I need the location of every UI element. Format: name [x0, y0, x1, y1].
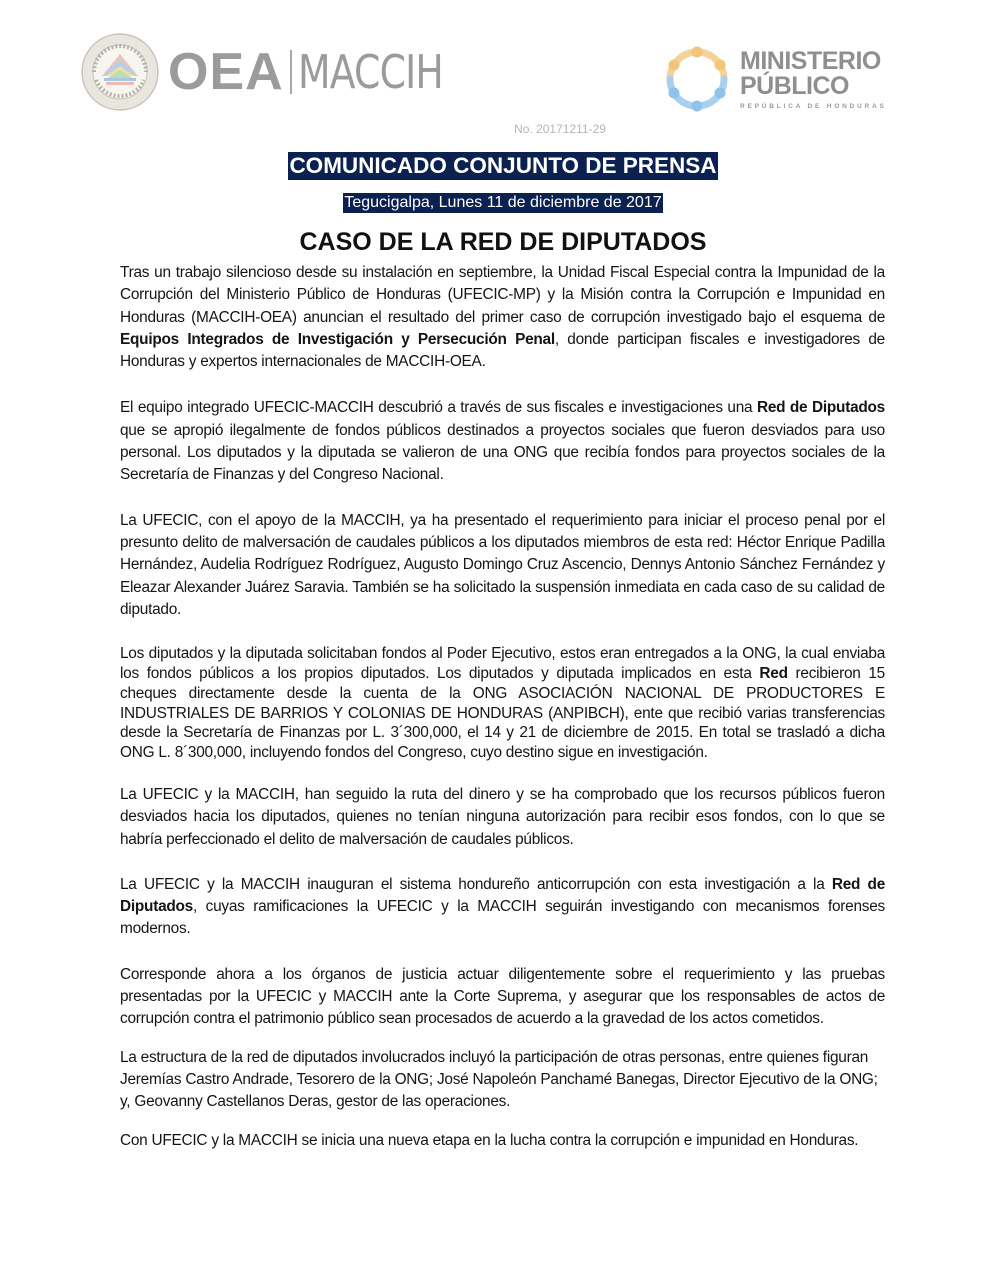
people-circle-icon	[660, 42, 734, 116]
paragraph-justicia: Corresponde ahora a los órganos de justicia actuar diligentemente sobre el requerimiento y las pruebas presentadas por la UFECIC y MACCIH ante la Corte Suprema, y asegurar que los responsables de actos de corrupción contra el patrimonio público sean procesados de acuerdo a la gravedad de los actos cometidos.	[120, 965, 885, 1028]
paragraph-conclusion: Con UFECIC y la MACCIH se inicia una nueva etapa en la lucha contra la corrupción e impunidad en Honduras.	[120, 1131, 859, 1149]
date-banner	[0, 194, 1006, 212]
maccih-wordmark: MACCIH	[297, 45, 443, 99]
oea-maccih-logo	[80, 32, 474, 112]
oea-wordmark: OEA	[168, 43, 284, 101]
paragraph-requerimiento: La UFECIC, con el apoyo de la MACCIH, ya ha presentado el requerimiento para iniciar el proceso penal por el presunto delito de malversación de caudales públicos a los diputados miembros de esta red: Héctor Enrique Padilla Hernández, Audelia Rodríguez Rodríguez, Augusto Domingo Cruz Ascencio, Dennys Antonio Sánchez Fernández y Eleazar Alexander Juárez Saravia. También se ha solicitado la suspensión inmediata en cada caso de su calidad de diputado.	[120, 511, 885, 618]
oea-seal-icon	[80, 32, 160, 112]
case-title: CASO DE LA RED DE DIPUTADOS	[299, 228, 707, 256]
page-header	[0, 0, 1006, 120]
document-body	[120, 262, 885, 1152]
press-release-date: Tegucigalpa, Lunes 11 de diciembre de 2017	[344, 194, 662, 211]
paragraph-intro: Tras un trabajo silencioso desde su instalación en septiembre, la Unidad Fiscal Especial contra la Impunidad de la Corrupción del Ministerio Público de Honduras (UFECIC-MP) y la Misión contra la Corrupción e Impunidad en Honduras (MACCIH-OEA) anuncian el resultado del primer caso de corrupción investigado bajo el esquema de Equipos Integrados de Investigación y Persecución Penal, donde participan fiscales e investigadores de Honduras y expertos internacionales de MACCIH-OEA.	[120, 264, 885, 371]
mp-line-publico: PÚBLICO	[740, 71, 849, 100]
paragraph-fondos: Los diputados y la diputada solicitaban fondos al Poder Ejecutivo, estos eran entregados a la ONG, la cual enviaba los fondos públicos a los propios diputados. Los diputados y diputada implicados en esta Red recibieron 15 cheques directamente desde la cuenta de la ONG ASOCIACIÓN NACIONAL DE PRODUCTORES E INDUSTRIALES DE BARRIOS Y COLONIAS DE HONDURAS (ANPIBCH), ente que recibió varias transferencias desde la Secretaría de Finanzas por L. 3´300,000, el 14 y 21 de diciembre de 2015. En total se trasladó a dicha ONG L. 8´300,000, incluyendo fondos del Congreso, cuyo destino sigue en investigación.	[120, 645, 885, 762]
ministerio-publico-wordmark	[740, 46, 887, 110]
bold-phrase: Red de Diputados	[120, 875, 886, 916]
bold-phrase: Equipos Integrados de Investigación y Persecución Penal	[120, 330, 555, 348]
paragraph-estructura: La estructura de la red de diputados involucrados incluyó la participación de otras personas, entre quienes figuran Jeremías Castro Andrade, Tesorero de la ONG; José Napoleón Panchamé Banegas, Director Ejecutivo de la ONG; y, Geovanny Castellanos Deras, gestor de las operaciones.	[120, 1048, 878, 1111]
paragraph-ruta-dinero: La UFECIC y la MACCIH, han seguido la ruta del dinero y se ha comprobado que los recursos públicos fueron desviados hacia los diputados, quienes no tenían ninguna autorización para recibir esos fondos, con lo que se habría perfeccionado el delito de malversación de caudales públicos.	[120, 785, 885, 848]
press-release-banner	[0, 153, 1006, 179]
logo-separator	[290, 50, 292, 94]
bold-phrase: Red de Diputados	[756, 399, 885, 417]
document-number: No. 20171211-29	[514, 122, 606, 136]
mp-line-republica: REPÚBLICA DE HONDURAS	[740, 102, 887, 110]
paragraph-sistema-anticorrupcion: La UFECIC y la MACCIH inauguran el sistema hondureño anticorrupción con esta investigación a la Red de Diputados, cuyas ramificaciones la UFECIC y la MACCIH seguirán investigando con mecanismos forenses modernos.	[120, 875, 886, 938]
ministerio-publico-logo	[660, 42, 887, 116]
mp-line-ministerio: MINISTERIO	[740, 46, 881, 75]
paragraph-red-diputados: El equipo integrado UFECIC-MACCIH descubrió a través de sus fiscales e investigaciones una Red de Diputados que se apropió ilegalmente de fondos públicos destinados a proyectos sociales que fueron desviados para uso personal. Los diputados y la diputada se valieron de una ONG que recibía fondos para proyectos sociales de la Secretaría de Finanzas y del Congreso Nacional.	[120, 399, 885, 484]
bold-phrase: Red	[759, 664, 788, 682]
press-release-title: COMUNICADO CONJUNTO DE PRENSA	[289, 153, 717, 178]
